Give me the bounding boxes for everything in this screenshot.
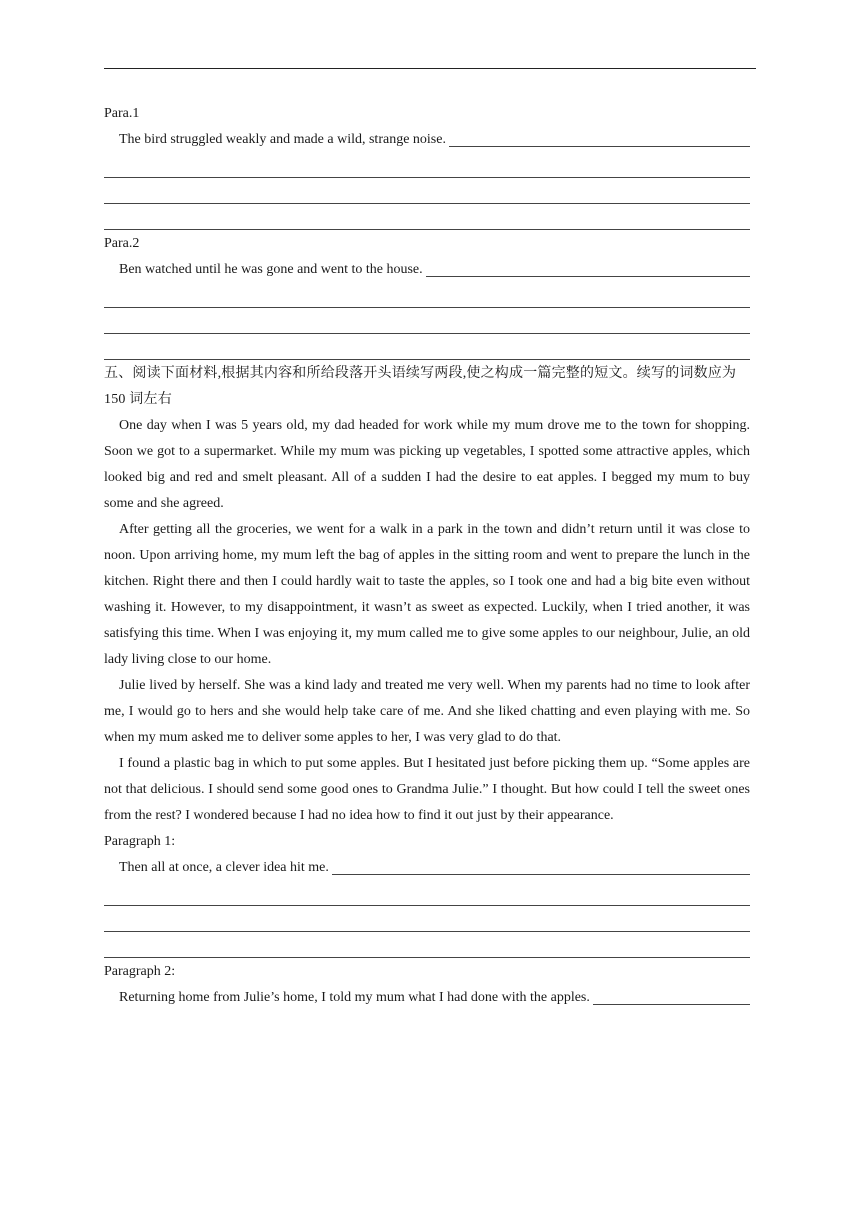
paragraph2-first-line [104, 985, 750, 1011]
para2-label: Para.2 [104, 236, 140, 251]
header-rule [104, 68, 756, 69]
passage-paragraph: Julie lived by herself. She was a kind lady and treated me very well. When my parents had no time to look after me, I would go to hers and she would help take care of me. And she liked chatting and even playing with me. So when my mum asked me to deliver some apples to her, I was very glad to do that. [104, 678, 750, 745]
paragraph1-answer-line[interactable] [104, 907, 750, 933]
para1-answer-line[interactable] [104, 179, 750, 205]
paragraph1-answer-line[interactable] [104, 881, 750, 907]
paragraph1-first-line [104, 855, 750, 881]
para2-answer-line[interactable] [426, 276, 750, 277]
paragraph2-opening-sentence: Returning home from Julie’s home, I told my mum what I had done with the apples. [119, 990, 590, 1005]
worksheet-body [104, 101, 750, 1011]
paragraph1-label: Paragraph 1: [104, 834, 176, 849]
para2-opening-sentence: Ben watched until he was gone and went to the house. [119, 262, 423, 277]
passage-paragraph: After getting all the groceries, we went for a walk in a park in the town and didn’t return until it was close to noon. Upon arriving home, my mum left the bag of apples in the sitting room and went to prepare the lunch in the kitchen. Right there and then I could hardly wait to taste the apples, so I took one and had a big bite even without washing it. However, to my disappointment, it wasn’t as sweet as expected. Luckily, when I tried another, it was satisfying this time. When I was enjoying it, my mum called me to give some apples to our neighbour, Julie, an old lady living close to our home. [104, 522, 750, 667]
para1-label: Para.1 [104, 106, 140, 121]
para2-first-line [104, 257, 750, 283]
para1-answer-line[interactable] [104, 205, 750, 231]
para1-answer-line[interactable] [104, 153, 750, 179]
passage-paragraph: I found a plastic bag in which to put some apples. But I hesitated just before picking them up. “Some apples are not that delicious. I should send some good ones to Grandma Julie.” I thought. But how could I tell the sweet ones from the rest? I wondered because I had no idea how to find it out just by their appearance. [104, 756, 750, 823]
para1-first-line [104, 127, 750, 153]
paragraph1-opening-sentence: Then all at once, a clever idea hit me. [119, 860, 329, 875]
paragraph1-answer-line[interactable] [104, 933, 750, 959]
paragraph2-label: Paragraph 2: [104, 964, 176, 979]
paragraph2-answer-line[interactable] [593, 1004, 750, 1005]
para2-answer-line[interactable] [104, 335, 750, 361]
para2-answer-line[interactable] [104, 283, 750, 309]
para2-answer-line[interactable] [104, 309, 750, 335]
section5-instruction: 五、阅读下面材料,根据其内容和所给段落开头语续写两段,使之构成一篇完整的短文。续写的词数应为 150 词左右 [104, 366, 737, 407]
paragraph1-answer-line[interactable] [332, 874, 750, 875]
para1-answer-line[interactable] [449, 146, 750, 147]
para1-opening-sentence: The bird struggled weakly and made a wild, strange noise. [119, 132, 446, 147]
passage-paragraph: One day when I was 5 years old, my dad headed for work while my mum drove me to the town for shopping. Soon we got to a supermarket. While my mum was picking up vegetables, I spotted some attractive apples, which looked big and red and smelt pleasant. All of a sudden I had the desire to eat apples. I begged my mum to buy some and she agreed. [104, 418, 750, 511]
